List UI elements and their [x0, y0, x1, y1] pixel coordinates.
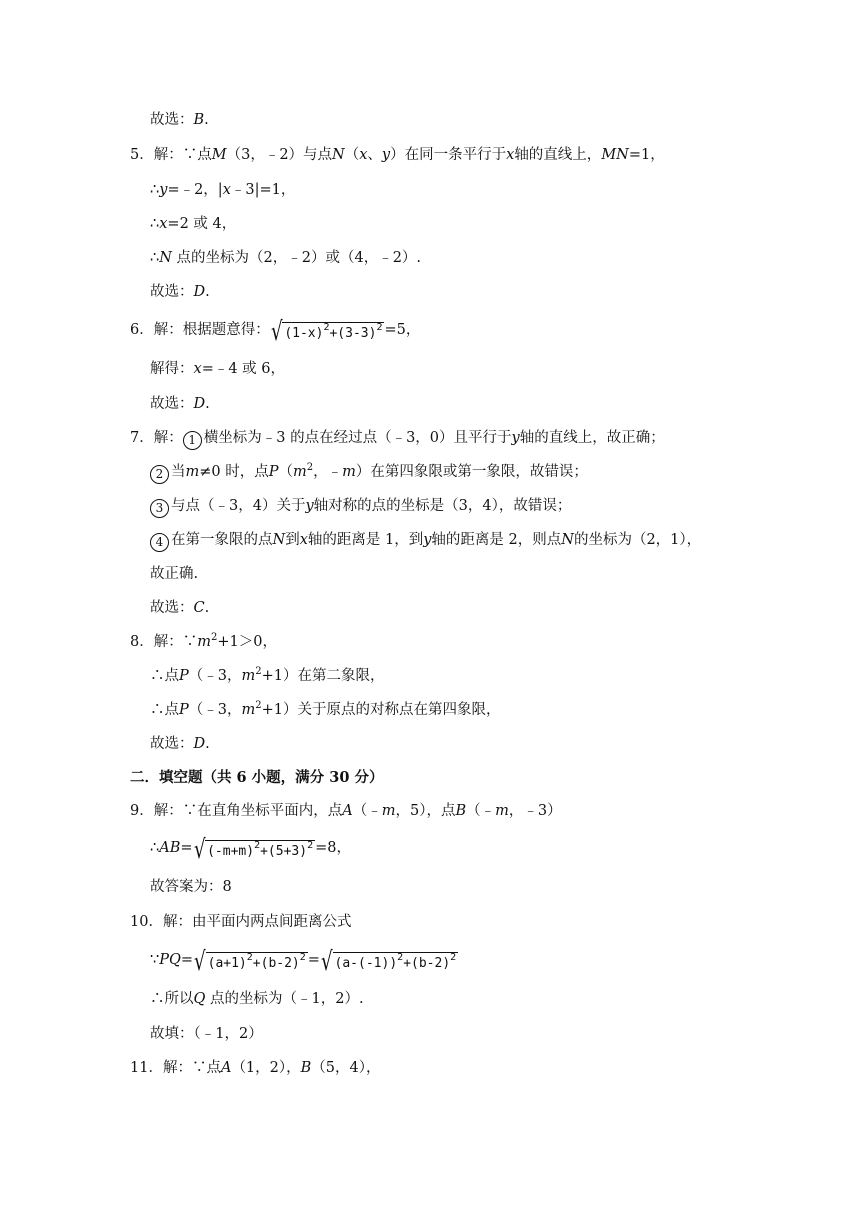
circled-number-4: 4 [150, 533, 169, 552]
q9-line-1: 9．解：∵在直角坐标平面内，点A（﹣m，5），点B（﹣m，﹣3） [130, 803, 562, 819]
q5-answer: 故选：D. [150, 284, 210, 300]
sqrt-expression: √ $(a+1)^2+(b-2)^2$ [194, 947, 306, 977]
answer-line: 故选：B. [150, 112, 209, 128]
section-heading: 二．填空题（共 6 小题，满分 30 分） [130, 769, 384, 786]
sqrt-expression: √ $(1-x)^2+(3-3)^2$ [270, 317, 383, 347]
circled-number-2: 2 [150, 465, 169, 484]
q10-line-3: ∴所以Q 点的坐标为（﹣1，2）. [150, 991, 364, 1007]
q7-answer: 故选：C. [150, 600, 210, 616]
circled-number-3: 3 [150, 499, 169, 518]
q8-answer: 故选：D. [150, 736, 210, 752]
q10-answer: 故填：（﹣1，2） [150, 1026, 263, 1042]
q7-line-3: 3 与点（﹣3，4）关于y轴对称的点的坐标是（3，4），故错误； [150, 496, 571, 518]
q7-line-4: 4 在第一象限的点N到x轴的距离是 1，到y轴的距离是 2，则点N的坐标为（2，1）， [150, 530, 701, 552]
q8-line-1: 8．解：$\because m^2+1>0$， [130, 632, 277, 650]
q7-line-5: 故正确. [150, 566, 199, 582]
q5-line-3: ∴x=2 或 4， [150, 216, 237, 232]
q6-line-1: 6．解：根据题意得：√ $(1-x)^2+(3-3)^2 =5$， [130, 317, 421, 347]
q5-line-1: 5．解：∵点M（3，﹣2）与点N（x、y）在同一条平行于x轴的直线上，MN=1， [130, 147, 665, 163]
q10-line-2: ∵PQ=√ $(a+1)^2+(b-2)^2$ =√ $(a-(-1))^2+(b-2)^2$ [150, 947, 457, 977]
q7-line-1: 7．解： 1 横坐标为﹣3 的点在经过点（﹣3，0）且平行于y轴的直线上，故正确； [130, 428, 665, 450]
q8-line-3: ∴点P（﹣3，$m^2+1$）关于原点的对称点在第四象限， [150, 700, 501, 718]
q5-line-2: ∴y=﹣2，|x﹣3|=1， [150, 182, 296, 198]
q10-line-1: 10．解：由平面内两点间距离公式 [130, 914, 352, 930]
q6-answer: 故选：D. [150, 396, 210, 412]
sqrt-expression: √ $(a-(-1))^2+(b-2)^2$ [320, 947, 457, 977]
q8-line-2: ∴点P（﹣3，$m^2+1$）在第二象限， [150, 666, 385, 684]
q9-answer: 故答案为：8 [150, 879, 232, 895]
q11-line-1: 11．解：∵点A（1，2），B（5，4）， [130, 1060, 381, 1076]
circled-number-1: 1 [183, 431, 202, 450]
q7-line-2: 2 当m≠0 时，点$P(m^2$，﹣m）在第四象限或第一象限，故错误； [150, 462, 588, 484]
q5-line-4: ∴N 点的坐标为（2，﹣2）或（4，﹣2）. [150, 250, 422, 266]
sqrt-expression: √ $(-m+m)^2+(5+3)^2$ [193, 835, 314, 865]
q9-line-2: ∴AB=√ $(-m+m)^2+(5+3)^2 =8$， [150, 835, 351, 865]
q6-line-2: 解得：x=﹣4 或 6， [150, 361, 286, 377]
